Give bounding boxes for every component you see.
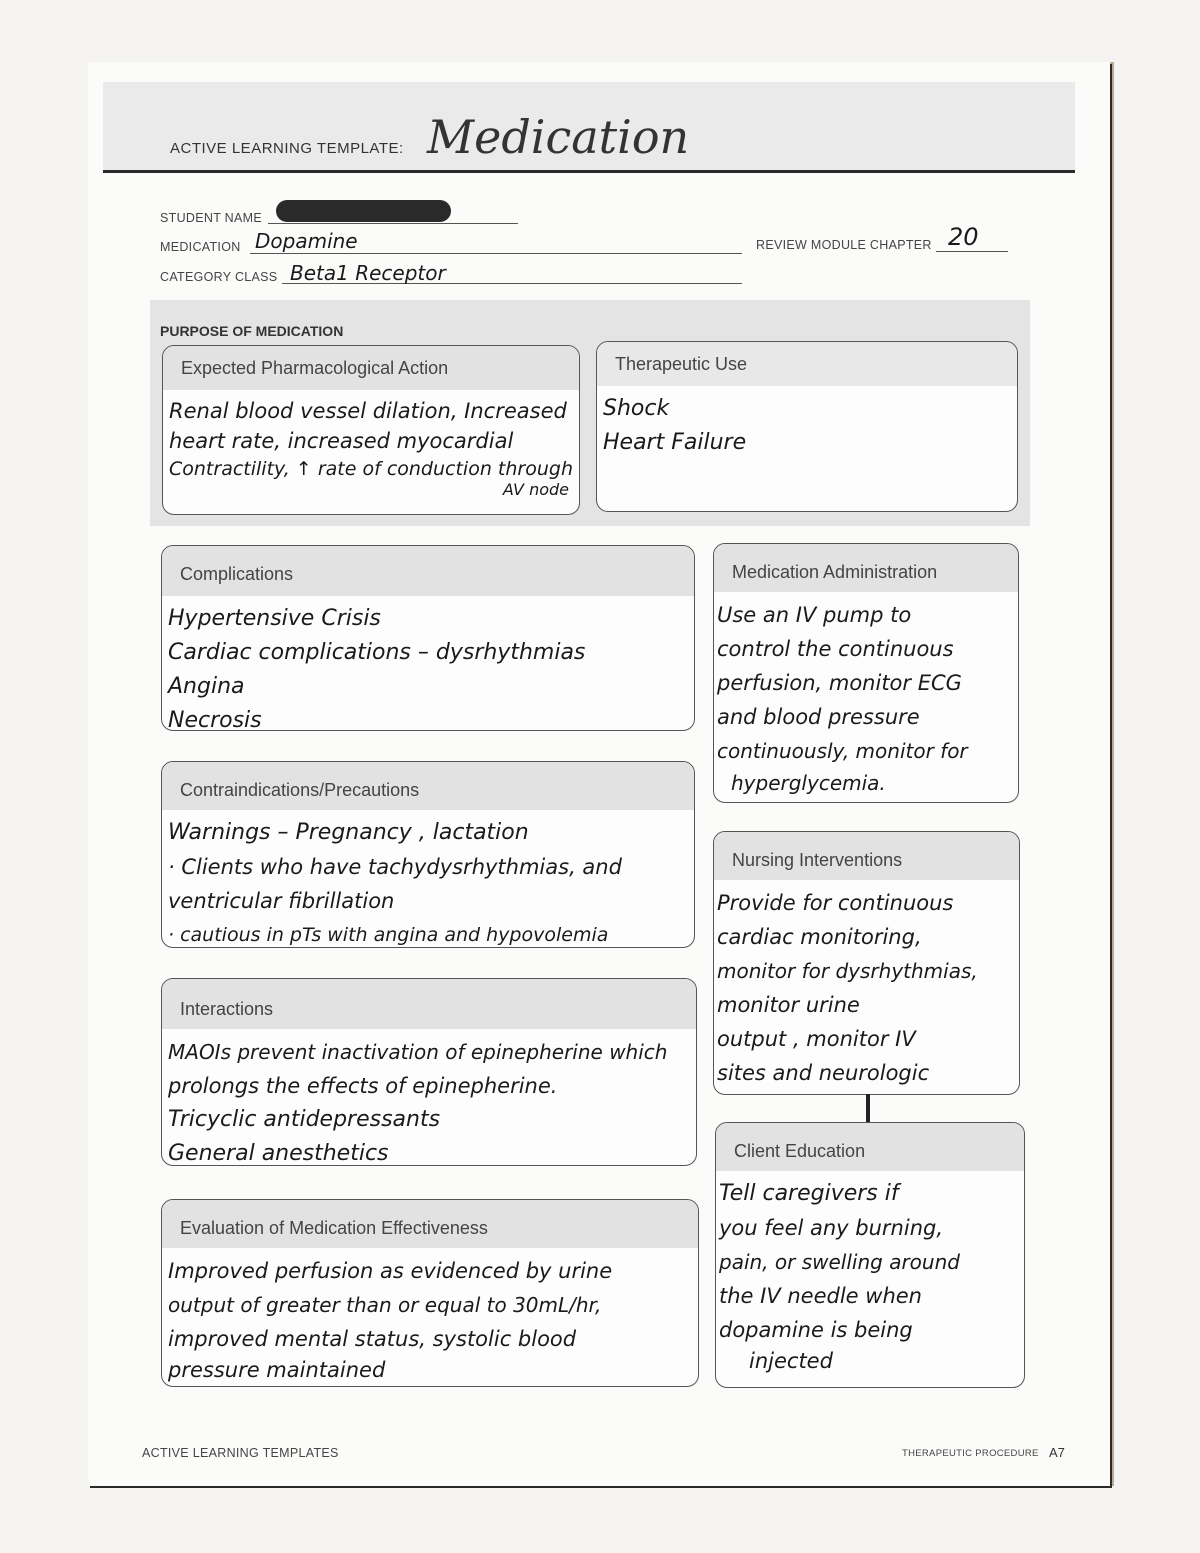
interactions-line: prolongs the effects of epinepherine. <box>168 1074 558 1098</box>
expected-action-box <box>162 345 580 515</box>
therapeutic-use-line: Heart Failure <box>603 430 747 455</box>
nursing-interventions-line: sites and neurologic <box>717 1061 930 1085</box>
administration-line: control the continuous <box>717 637 954 661</box>
footer-left: ACTIVE LEARNING TEMPLATES <box>142 1446 339 1460</box>
medication-line <box>250 253 742 254</box>
expected-action-title: Expected Pharmacological Action <box>163 346 579 390</box>
redacted-student-name <box>276 200 451 222</box>
therapeutic-use-line: Shock <box>603 396 670 421</box>
purpose-label: PURPOSE OF MEDICATION <box>160 323 344 339</box>
evaluation-line: improved mental status, systolic blood <box>168 1327 577 1351</box>
complications-line: Cardiac complications – dysrhythmias <box>168 640 586 665</box>
administration-line: hyperglycemia. <box>731 771 886 795</box>
therapeutic-use-box <box>596 341 1018 512</box>
administration-line: perfusion, monitor ECG <box>717 671 962 695</box>
nursing-interventions-box <box>713 831 1020 1095</box>
interactions-box <box>161 978 697 1166</box>
review-chapter-value: 20 <box>948 223 979 251</box>
contraindications-box <box>161 761 695 948</box>
evaluation-title: Evaluation of Medication Effectiveness <box>162 1200 698 1248</box>
nursing-interventions-line: monitor urine <box>717 993 860 1017</box>
complications-line: Necrosis <box>168 708 262 731</box>
client-education-line: Tell caregivers if <box>719 1181 899 1206</box>
nursing-interventions-line: cardiac monitoring, <box>717 925 922 949</box>
box-connector <box>866 1094 870 1122</box>
expected-action-line: heart rate, increased myocardial <box>169 429 514 453</box>
client-education-title: Client Education <box>716 1123 1024 1171</box>
administration-line: Use an IV pump to <box>717 603 912 627</box>
interactions-line: Tricyclic antidepressants <box>168 1107 441 1132</box>
complications-line: Hypertensive Crisis <box>168 606 381 631</box>
medication-label: MEDICATION <box>160 240 241 254</box>
expected-action-line: AV node <box>502 480 569 499</box>
header-rule <box>103 170 1075 173</box>
client-education-line: pain, or swelling around <box>719 1250 960 1274</box>
nursing-interventions-title: Nursing Interventions <box>714 832 1019 880</box>
client-education-line: the IV needle when <box>719 1284 922 1308</box>
evaluation-line: Improved perfusion as evidenced by urine <box>168 1259 613 1283</box>
therapeutic-use-title: Therapeutic Use <box>597 342 1017 386</box>
administration-box <box>713 543 1019 803</box>
expected-action-line: Contractility, ↑ rate of conduction through <box>169 458 573 480</box>
client-education-line: you feel any burning, <box>719 1216 944 1240</box>
medication-value: Dopamine <box>255 229 358 253</box>
expected-action-line: Renal blood vessel dilation, Increased <box>169 399 567 423</box>
contraindications-line: ventricular fibrillation <box>168 889 395 913</box>
nursing-interventions-line: output , monitor IV <box>717 1027 916 1051</box>
student-name-label: STUDENT NAME <box>160 211 262 225</box>
contraindications-line: · Clients who have tachydysrhythmias, and <box>168 855 622 879</box>
interactions-line: General anesthetics <box>168 1141 389 1166</box>
footer-right: THERAPEUTIC PROCEDURE <box>902 1448 1039 1459</box>
student-name-line <box>268 223 518 224</box>
interactions-line: MAOIs prevent inactivation of epinepherine which <box>168 1040 668 1064</box>
category-class-label: CATEGORY CLASS <box>160 270 278 284</box>
template-label: ACTIVE LEARNING TEMPLATE: <box>170 140 404 157</box>
review-chapter-line <box>936 251 1008 252</box>
complications-title: Complications <box>162 546 694 596</box>
contraindications-line: Warnings – Pregnancy , lactation <box>168 820 529 845</box>
nursing-interventions-line: monitor for dysrhythmias, <box>717 959 978 983</box>
evaluation-box <box>161 1199 699 1387</box>
interactions-title: Interactions <box>162 979 696 1029</box>
contraindications-line: · cautious in pTs with angina and hypovolemia <box>168 924 609 946</box>
nursing-interventions-line: Provide for continuous <box>717 891 954 915</box>
page-number: A7 <box>1049 1445 1065 1460</box>
complications-box <box>161 545 695 731</box>
administration-line: and blood pressure <box>717 705 920 729</box>
administration-line: continuously, monitor for <box>717 739 968 763</box>
administration-title: Medication Administration <box>714 544 1018 592</box>
client-education-line: injected <box>749 1349 833 1373</box>
review-chapter-label: REVIEW MODULE CHAPTER <box>756 238 932 252</box>
complications-line: Angina <box>168 674 245 699</box>
contraindications-title: Contraindications/Precautions <box>162 762 694 810</box>
evaluation-line: output of greater than or equal to 30mL/hr, <box>168 1293 602 1317</box>
category-class-value: Beta1 Receptor <box>290 261 446 285</box>
client-education-line: dopamine is being <box>719 1318 913 1342</box>
evaluation-line: pressure maintained <box>168 1358 386 1382</box>
template-title: Medication <box>427 110 690 164</box>
client-education-box <box>715 1122 1025 1388</box>
